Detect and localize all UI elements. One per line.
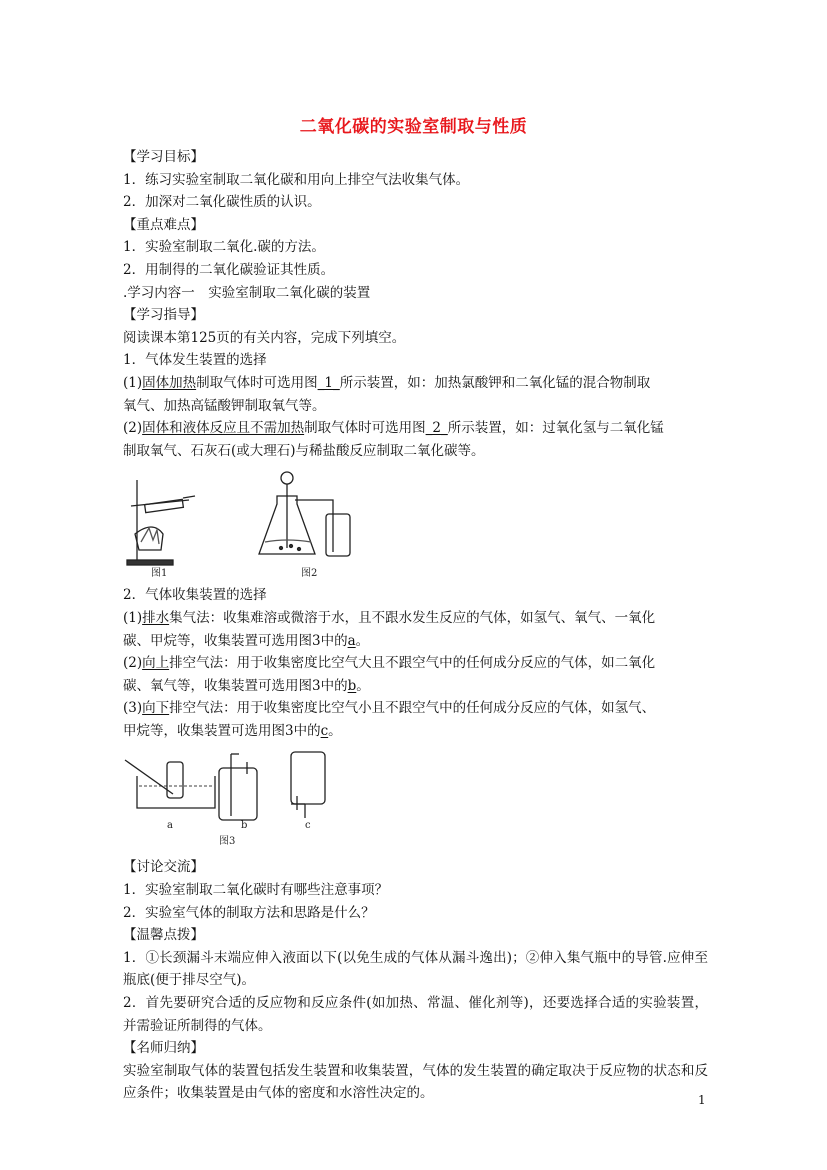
goal-item: 2．加深对二氧化碳性质的认识。	[123, 194, 321, 211]
s2-item2-line1	[123, 652, 708, 675]
answer-blank: a	[347, 632, 356, 649]
page-title: 二氧化碳的实验室制取与性质	[299, 117, 528, 137]
item-marker: (2)	[123, 420, 143, 437]
s2-item3-line1	[123, 697, 708, 720]
answer-blank: _2_	[425, 420, 448, 437]
guide-header: 【学习指导】	[123, 307, 204, 324]
s1-item2-line2: 制取氧气、石灰石(或大理石)与稀盐酸反应制取二氧化碳等。	[123, 442, 485, 459]
figure-1-2	[123, 468, 708, 580]
figure-3	[123, 748, 708, 852]
item-text: 排空气法：用于收集密度比空气大且不跟空气中的任何成分反应的气体，如二氧化	[169, 655, 656, 672]
s1-item2-line1	[123, 417, 708, 440]
underlined-term: 向下	[142, 700, 170, 717]
underlined-term: 固体和液体反应且不需加热	[142, 420, 305, 437]
fig3-caption: 图3	[219, 836, 236, 848]
page-number: 1	[698, 1093, 706, 1107]
item-text: 所示装置，如：过氧化氢与二氧化锰	[447, 420, 664, 437]
section2-title: 2．气体收集装置的选择	[123, 587, 267, 604]
goals-header: 【学习目标】	[123, 149, 204, 165]
fig3-label-b: b	[241, 820, 248, 832]
fig3-label-c: c	[305, 820, 311, 832]
item-text: 集气法：收集难溶或微溶于水，且不跟水发生反应的气体，如氢气、氧气、一氧化	[169, 609, 656, 626]
summary-text: 实验室制取气体的装置包括发生装置和收集装置，气体的发生装置的确定取决于反应物的状态和反应条件；收集装置是由气体的密度和水溶性决定的。	[123, 1062, 708, 1102]
s2-item3-line2	[123, 720, 708, 743]
document-body	[123, 146, 708, 1105]
apparatus-illustration	[123, 468, 363, 580]
item-marker: (1)	[123, 374, 143, 391]
goal-item: 1．练习实验室制取二氧化碳和用向上排空气法收集气体。	[123, 171, 470, 188]
item-marker: (1)	[123, 609, 143, 626]
tip-item: 2．首先要研究合适的反应物和反应条件(如加热、常温、催化剂等)，还要选择合适的实验装置，并需验证所制得的气体。	[123, 995, 708, 1034]
s2-item2-line2	[123, 675, 708, 698]
item-text: 排空气法：用于收集密度比空气小且不跟空气中的任何成分反应的气体，如氢气、	[169, 700, 656, 717]
item-text: 碳、氧气等，收集装置可选用图3中的	[123, 677, 348, 694]
tip-item: 1．①长颈漏斗末端应伸入液面以下(以免生成的气体从漏斗逸出)；②伸入集气瓶中的导管.应伸至瓶底(便于排尽空气)。	[123, 949, 708, 989]
item-text: 甲烷等，收集装置可选用图3中的	[123, 722, 321, 739]
section1-title: 1．气体发生装置的选择	[123, 352, 267, 369]
discuss-item: 1．实验室制取二氧化碳时有哪些注意事项？	[123, 882, 389, 899]
s1-item1-line2: 氧气、加热高锰酸钾制取氧气等。	[123, 397, 326, 414]
answer-blank: b	[347, 677, 357, 694]
content-heading: .学习内容一 实验室制取二氧化碳的装置	[123, 284, 371, 301]
key-point-item: 2．用制得的二氧化碳验证其性质。	[123, 261, 335, 278]
item-text: 。	[355, 632, 370, 649]
summary-header: 【名师归纳】	[123, 1040, 204, 1057]
fig2-label: 图2	[301, 568, 318, 580]
item-text: 碳、甲烷等，收集装置可选用图3中的	[123, 632, 348, 649]
collection-apparatus-illustration	[123, 748, 343, 852]
s2-item1-line1	[123, 607, 708, 630]
guide-intro: 阅读课本第125页的有关内容，完成下列填空。	[123, 329, 406, 346]
key-points-header: 【重点难点】	[123, 216, 204, 233]
tips-header: 【温馨点拨】	[123, 927, 204, 944]
underlined-term: 向上	[142, 655, 170, 672]
fig1-label: 图1	[151, 568, 168, 580]
item-text: 。	[356, 677, 370, 694]
discuss-item: 2．实验室气体的制取方法和思路是什么？	[123, 904, 375, 921]
item-text: 。	[328, 722, 342, 739]
item-text: 制取气体时可选用图	[304, 420, 426, 437]
answer-blank: c	[320, 722, 329, 739]
fig3-label-a: a	[167, 820, 173, 832]
answer-blank: _1_	[317, 374, 340, 391]
s1-item1-line1	[123, 372, 708, 395]
s2-item1-line2	[123, 630, 708, 653]
underlined-term: 排水	[142, 609, 170, 626]
underlined-term: 固体加热	[142, 374, 197, 391]
item-text: 所示装置，如：加热氯酸钾和二氧化锰的混合物制取	[339, 374, 651, 391]
item-marker: (2)	[123, 655, 143, 672]
key-point-item: 1．实验室制取二氧化.碳的方法。	[123, 239, 325, 256]
item-marker: (3)	[123, 700, 143, 717]
discuss-header: 【讨论交流】	[123, 859, 204, 876]
item-text: 制取气体时可选用图	[196, 374, 318, 391]
